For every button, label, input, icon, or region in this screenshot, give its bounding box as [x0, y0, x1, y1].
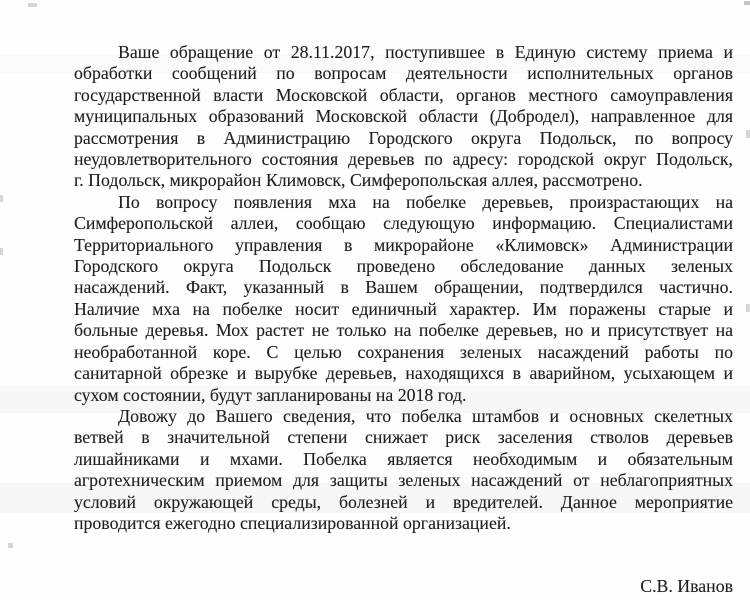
text-line-p2-9: санитарной обрезке и вырубке деревьев, находящихся в аварийном, усыхающем и	[74, 363, 733, 384]
text-line-p3-3: лишайниками и мхами. Побелка является необходимым и обязательным	[74, 448, 733, 469]
text-line-p2-4: Городского округа Подольск проведено обследование данных зеленых	[74, 256, 733, 277]
text-line-p1-5: рассмотрения в Администрацию Городского округа Подольск, по вопросу	[74, 127, 733, 148]
text-line-p2-7: больные деревья. Мох растет не только на побелке деревьев, но и присутствует на	[74, 320, 733, 341]
text-line-p3-6: проводится ежегодно специализированной организацией.	[74, 512, 511, 533]
text-line-p1-3: государственной власти Московской области, органов местного самоуправления	[74, 84, 733, 105]
text-line-p3-4: агротехническим приемом для защиты зеленых насаждений от неблагоприятных	[74, 470, 733, 491]
scan-artifact	[744, 1, 750, 5]
text-line-p1-7: г. Подольск, микрорайон Климовск, Симферопольская аллея, рассмотрено.	[74, 170, 643, 191]
text-line-p1-4: муниципальных образований Московской области (Добродел), направленное для	[74, 106, 733, 127]
text-line-p2-1: По вопросу появления мха на побелке деревьев, произрастающих на	[118, 191, 733, 212]
scan-artifact	[0, 195, 3, 202]
scan-artifact	[0, 248, 3, 255]
text-line-p3-5: условий окружающей среды, болезней и вредителей. Данное мероприятие	[74, 491, 733, 512]
scan-artifact	[28, 3, 37, 7]
text-line-p3-2: ветвей в значительной степени снижает риск заселения стволов деревьев	[74, 427, 733, 448]
scan-artifact	[746, 304, 750, 312]
text-line-p3-1: Довожу до Вашего сведения, что побелка штамбов и основных скелетных	[118, 405, 733, 426]
text-line-p1-6: неудовлетворительного состояния деревьев по адресу: городской округ Подольск,	[74, 149, 733, 170]
letter-body	[74, 42, 733, 534]
text-line-p2-6: Наличие мха на побелке носит единичный характер. Им поражены старые и	[74, 298, 733, 319]
text-line-p2-2: Симферопольской аллеи, сообщаю следующую информацию. Специалистами	[74, 213, 733, 234]
text-line-p2-5: насаждений. Факт, указанный в Вашем обращении, подтвердился частично.	[74, 277, 733, 298]
scan-artifact	[746, 130, 750, 138]
text-line-p2-8: необработанной коре. С целью сохранения зеленых насаждений работы по	[74, 341, 733, 362]
signature-name: С.В. Иванов	[640, 576, 733, 596]
text-line-p1-1: Ваше обращение от 28.11.2017, поступившее в Единую систему приема и	[118, 42, 733, 62]
scan-artifact	[8, 543, 13, 548]
text-line-p1-2: обработки сообщений по вопросам деятельности исполнительных органов	[74, 63, 733, 84]
text-line-p2-10: сухом состоянии, будут запланированы на 2018 год.	[74, 384, 467, 405]
text-line-p2-3: Территориального управления в микрорайоне «Климовск» Администрации	[74, 234, 733, 255]
